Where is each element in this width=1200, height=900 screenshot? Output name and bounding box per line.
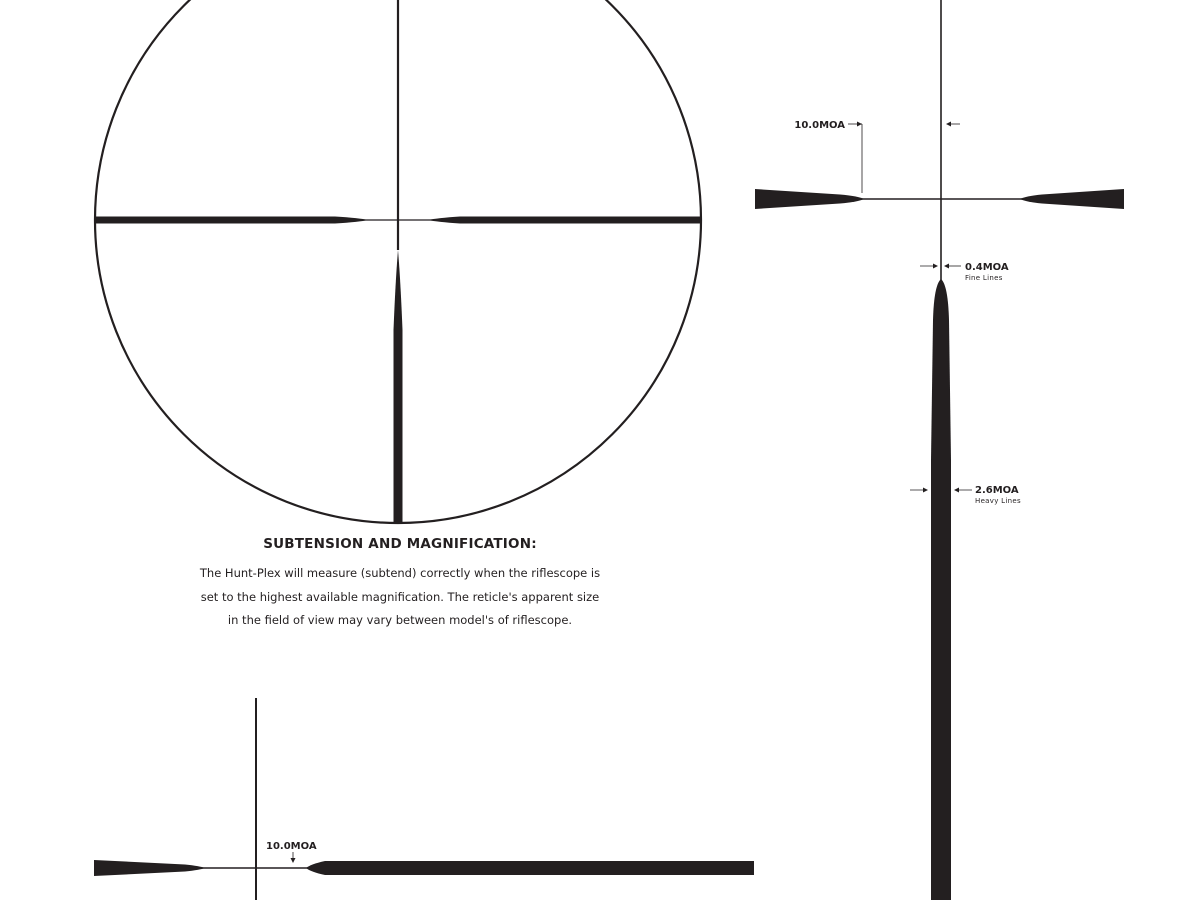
- bottom-heavy-post-left: [94, 860, 205, 876]
- detail-bottom-view: [94, 698, 754, 900]
- main-reticle-view: [95, 0, 701, 523]
- label-10moa-right: 10.0MOA: [794, 120, 845, 131]
- label-heavy-lines: Heavy Lines: [975, 497, 1021, 505]
- label-10moa-bottom: 10.0MOA: [266, 841, 317, 852]
- label-fine-lines: Fine Lines: [965, 274, 1003, 282]
- main-heavy-post-left: [96, 217, 368, 224]
- detail-heavy-post-left: [755, 189, 864, 209]
- detail-heavy-post-right: [1020, 189, 1124, 209]
- subtension-description: The Hunt-Plex will measure (subtend) correctly when the riflescope is set to the highest available magnification. The reticle's apparent size in the field of view may vary between model's of riflescope.: [199, 566, 601, 627]
- dim-10moa-right: [848, 122, 960, 194]
- subtension-info: [150, 536, 650, 633]
- subtension-heading: SUBTENSION AND MAGNIFICATION:: [263, 536, 537, 552]
- detail-heavy-post-bottom: [931, 279, 951, 900]
- detail-right-view: [755, 0, 1124, 900]
- main-heavy-post-bottom: [394, 250, 403, 523]
- label-26moa: 2.6MOA: [975, 485, 1019, 496]
- label-04moa: 0.4MOA: [965, 262, 1009, 273]
- bottom-heavy-post-right: [306, 861, 754, 875]
- main-heavy-post-right: [428, 217, 700, 224]
- dim-10moa-bottom-arrow: [291, 858, 296, 863]
